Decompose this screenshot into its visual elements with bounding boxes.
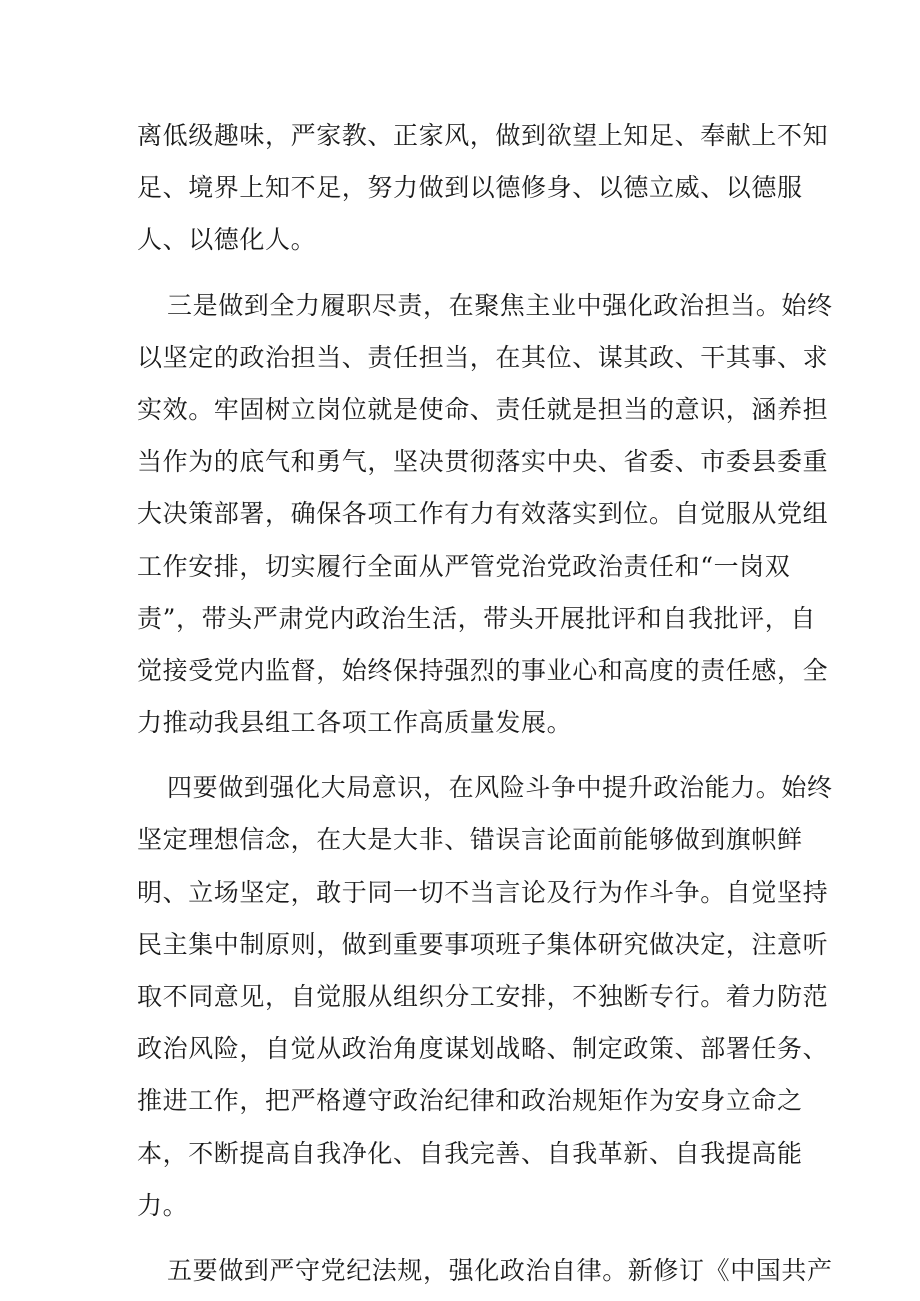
text-line: 大决策部署，确保各项工作有力有效落实到位。自觉服从党组 (137, 499, 829, 529)
text-line: 力推动我县组工各项工作高质量发展。 (137, 708, 573, 738)
text-line: 觉接受党内监督，始终保持强烈的事业心和高度的责任感，全 (137, 655, 829, 685)
paragraph (137, 762, 833, 1232)
paragraph-gap (137, 267, 777, 280)
text-line: 民主集中制原则，做到重要事项班子集体研究做决定，注意听 (137, 929, 829, 959)
text-line: 人、以德化人。 (137, 225, 317, 255)
text-line: 力。 (137, 1190, 189, 1220)
text-line: 责”，带头严肃党内政治生活，带头开展批评和自我批评，自 (137, 603, 816, 633)
document-body (137, 110, 833, 1297)
text-line: 取不同意见，自觉服从组织分工安排，不独断专行。着力防范 (137, 982, 829, 1011)
text-line: 坚定理想信念，在大是大非、错误言论面前能够做到旗帜鲜 (137, 825, 803, 855)
paragraph-gap (137, 749, 777, 762)
text-line: 四要做到强化大局意识，在风险斗争中提升政治能力。始终 (167, 773, 833, 803)
text-line: 当作为的底气和勇气，坚决贯彻落实中央、省委、市委县委重 (137, 447, 829, 477)
text-line: 以坚定的政治担当、责任担当，在其位、谋其政、干其事、求 (137, 342, 829, 372)
paragraph (137, 1245, 833, 1297)
text-line: 明、立场坚定，敢于同一切不当言论及行为作斗争。自觉坚持 (137, 877, 829, 907)
paragraph (137, 280, 833, 750)
text-line: 政治风险，自觉从政治角度谋划战略、制定政策、部署任务、 (137, 1034, 829, 1064)
paragraph-gap (137, 1232, 777, 1245)
text-line: 五要做到严守党纪法规，强化政治自律。新修订《中国共产 (167, 1255, 833, 1285)
text-line: 实效。牢固树立岗位就是使命、责任就是担当的意识，涵养担 (137, 394, 829, 424)
text-line: 三是做到全力履职尽责，在聚焦主业中强化政治担当。始终 (167, 290, 833, 320)
text-line: 本，不断提高自我净化、自我完善、自我革新、自我提高能 (137, 1138, 803, 1168)
paragraph (137, 110, 829, 267)
text-line: 离低级趣味，严家教、正家风，做到欲望上知足、奉献上不知 (137, 121, 829, 150)
text-line: 工作安排，切实履行全面从严管党治党政治责任和“一岗双 (137, 551, 791, 581)
text-line: 足、境界上知不足，努力做到以德修身、以德立威、以德服 (137, 173, 803, 203)
text-line: 推进工作，把严格遵守政治纪律和政治规矩作为安身立命之 (137, 1086, 803, 1116)
